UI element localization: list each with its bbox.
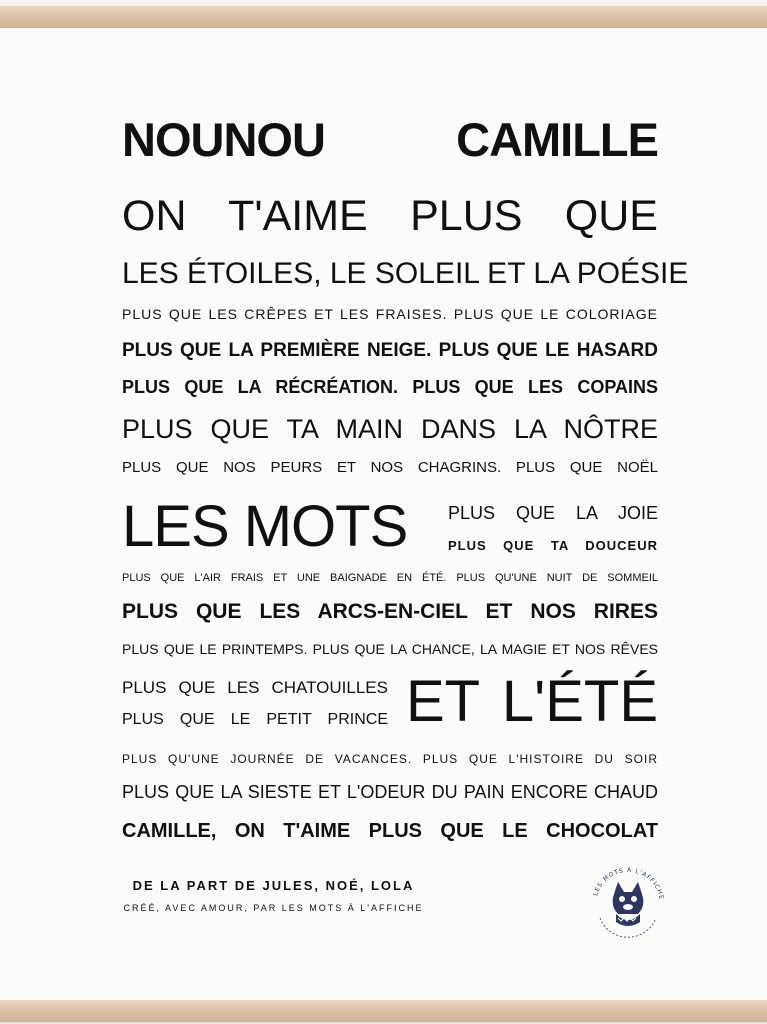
- line-1: ON T'AIME PLUS QUE: [122, 192, 658, 240]
- bottom-hanger-rail: [0, 1000, 767, 1022]
- line-13: CAMILLE, ON T'AIME PLUS QUE LE CHOCOLAT: [122, 820, 658, 842]
- line-9: PLUS QUE LES ARCS-EN-CIEL ET NOS RIRES: [122, 600, 658, 623]
- line-8: PLUS QUE L'AIR FRAIS ET UNE BAIGNADE EN ÉTÉ. PLUS QU'UNE NUIT DE SOMMEIL: [122, 572, 658, 584]
- line-7: PLUS QUE NOS PEURS ET NOS CHAGRINS. PLUS QUE NOËL: [122, 459, 658, 476]
- big-word-et-l-ete: ET L'ÉTÉ: [406, 669, 658, 734]
- top-hanger-rail: [0, 6, 767, 28]
- line-5: PLUS QUE LA RÉCRÉATION. PLUS QUE LES COPAINS: [122, 377, 658, 397]
- line-11: PLUS QU'UNE JOURNÉE DE VACANCES. PLUS QUE L'HISTOIRE DU SOIR: [122, 752, 658, 766]
- line-10: PLUS QUE LE PRINTEMPS. PLUS QUE LA CHANCE, LA MAGIE ET NOS RÊVES: [122, 641, 658, 657]
- bulldog-logo-icon: [578, 854, 678, 954]
- poster: [0, 28, 767, 1000]
- footer-from: DE LA PART DE JULES, NOÉ, LOLA: [132, 878, 415, 893]
- line-4: PLUS QUE LA PREMIÈRE NEIGE. PLUS QUE LE HASARD: [122, 340, 658, 361]
- line-12: PLUS QUE LA SIESTE ET L'ODEUR DU PAIN ENCORE CHAUD: [122, 782, 658, 802]
- line-2: LES ÉTOILES, LE SOLEIL ET LA POÉSIE: [122, 257, 689, 290]
- side-line-chatouilles: PLUS QUE LES CHATOUILLES: [122, 678, 388, 697]
- side-line-petit-prince: PLUS QUE LE PETIT PRINCE: [122, 711, 388, 728]
- poster-title: NOUNOU CAMILLE: [122, 113, 658, 166]
- big-word-les-mots: LES MOTS: [122, 494, 408, 559]
- side-line-joie: PLUS QUE LA JOIE: [448, 503, 658, 523]
- side-line-douceur: PLUS QUE TA DOUCEUR: [448, 538, 658, 553]
- line-6: PLUS QUE TA MAIN DANS LA NÔTRE: [122, 414, 658, 444]
- line-3: PLUS QUE LES CRÊPES ET LES FRAISES. PLUS QUE LE COLORIAGE: [122, 306, 658, 322]
- brand-logo-seal: [578, 854, 678, 954]
- logo-text: LES MOTS À L'AFFICHE: [592, 866, 665, 901]
- footer-credit: CRÉÉ, AVEC AMOUR, PAR LES MOTS À L'AFFICHE: [123, 903, 424, 913]
